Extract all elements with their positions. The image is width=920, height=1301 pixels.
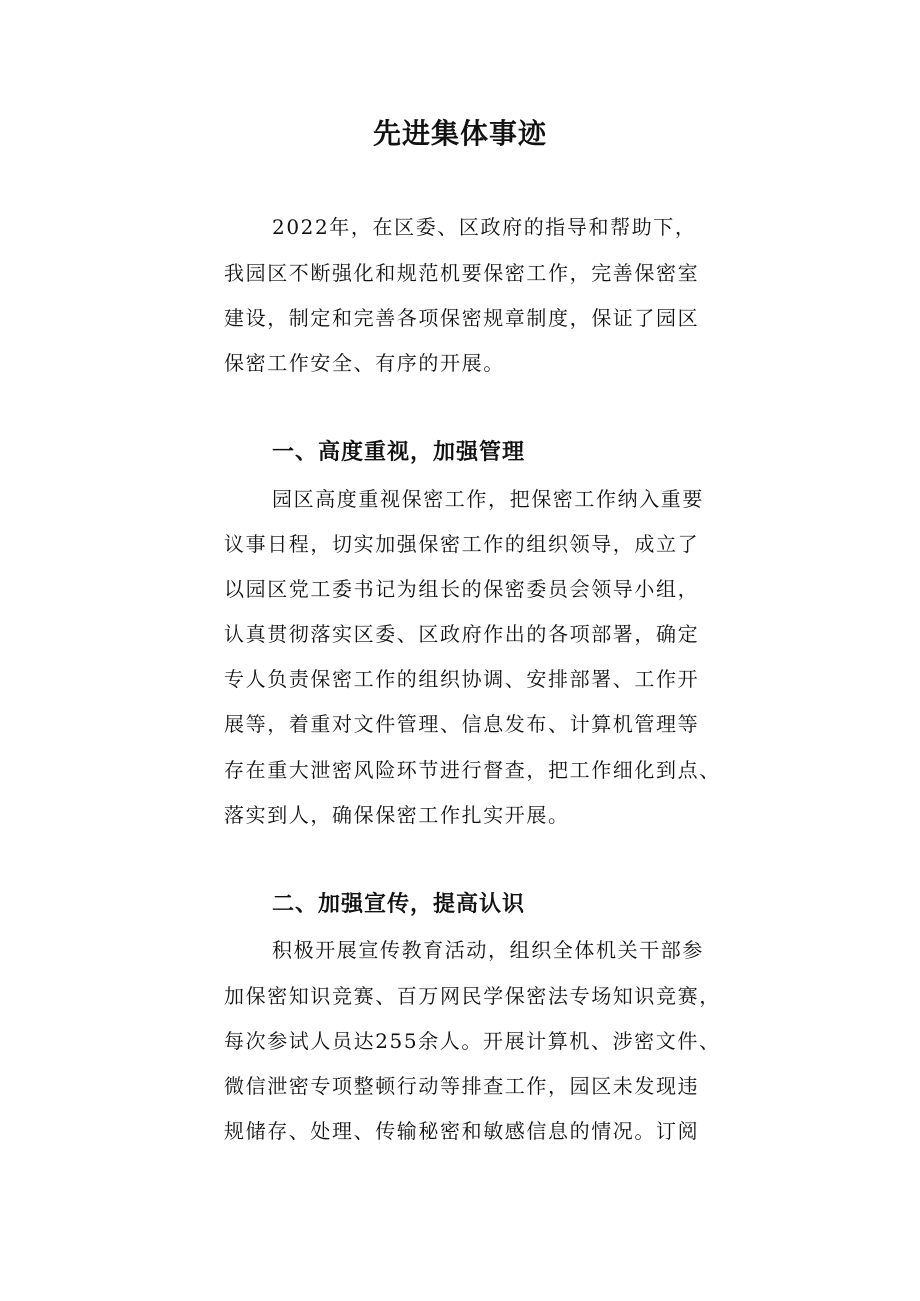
section-1-line-7: 存在重大泄密风险环节进行督查，把工作细化到点、 — [224, 758, 721, 782]
intro-line-3: 建设，制定和完善各项保密规章制度，保证了园区 — [224, 306, 700, 330]
section-2-line-5: 规储存、处理、传输秘密和敏感信息的情况。订阅 — [224, 1119, 700, 1143]
section-1-line-1: 园区高度重视保密工作，把保密工作纳入重要 — [272, 487, 704, 511]
intro-line-2: 我园区不断强化和规范机要保密工作，完善保密室 — [224, 261, 700, 285]
section-1-line-6: 展等，着重对文件管理、信息发布、计算机管理等 — [224, 712, 700, 736]
section-1-line-5: 专人负责保密工作的组织协调、安排部署、工作开 — [224, 667, 700, 691]
section-1-line-8: 落实到人，确保保密工作扎实开展。 — [224, 803, 570, 827]
section-2-line-4: 微信泄密专项整顿行动等排查工作，园区未发现违 — [224, 1074, 700, 1098]
section-1-line-3: 以园区党工委书记为组长的保密委员会领导小组， — [224, 577, 700, 601]
section-2-line-3: 每次参试人员达255余人。开展计算机、涉密文件、 — [224, 1029, 721, 1053]
intro-line-4: 保密工作安全、有序的开展。 — [224, 351, 505, 375]
section-1-line-2: 议事日程，切实加强保密工作的组织领导，成立了 — [224, 532, 700, 556]
section-1-heading: 一、高度重视，加强管理 — [272, 440, 526, 465]
intro-line-1: 2022年，在区委、区政府的指导和帮助下， — [272, 215, 697, 239]
section-1-line-4: 认真贯彻落实区委、区政府作出的各项部署，确定 — [224, 622, 700, 646]
section-2-heading: 二、加强宣传，提高认识 — [272, 892, 526, 917]
document-title: 先进集体事迹 — [372, 117, 547, 150]
section-2-line-2: 加保密知识竞赛、百万网民学保密法专场知识竞赛， — [224, 984, 721, 1008]
section-2-line-1: 积极开展宣传教育活动，组织全体机关干部参 — [272, 938, 704, 962]
